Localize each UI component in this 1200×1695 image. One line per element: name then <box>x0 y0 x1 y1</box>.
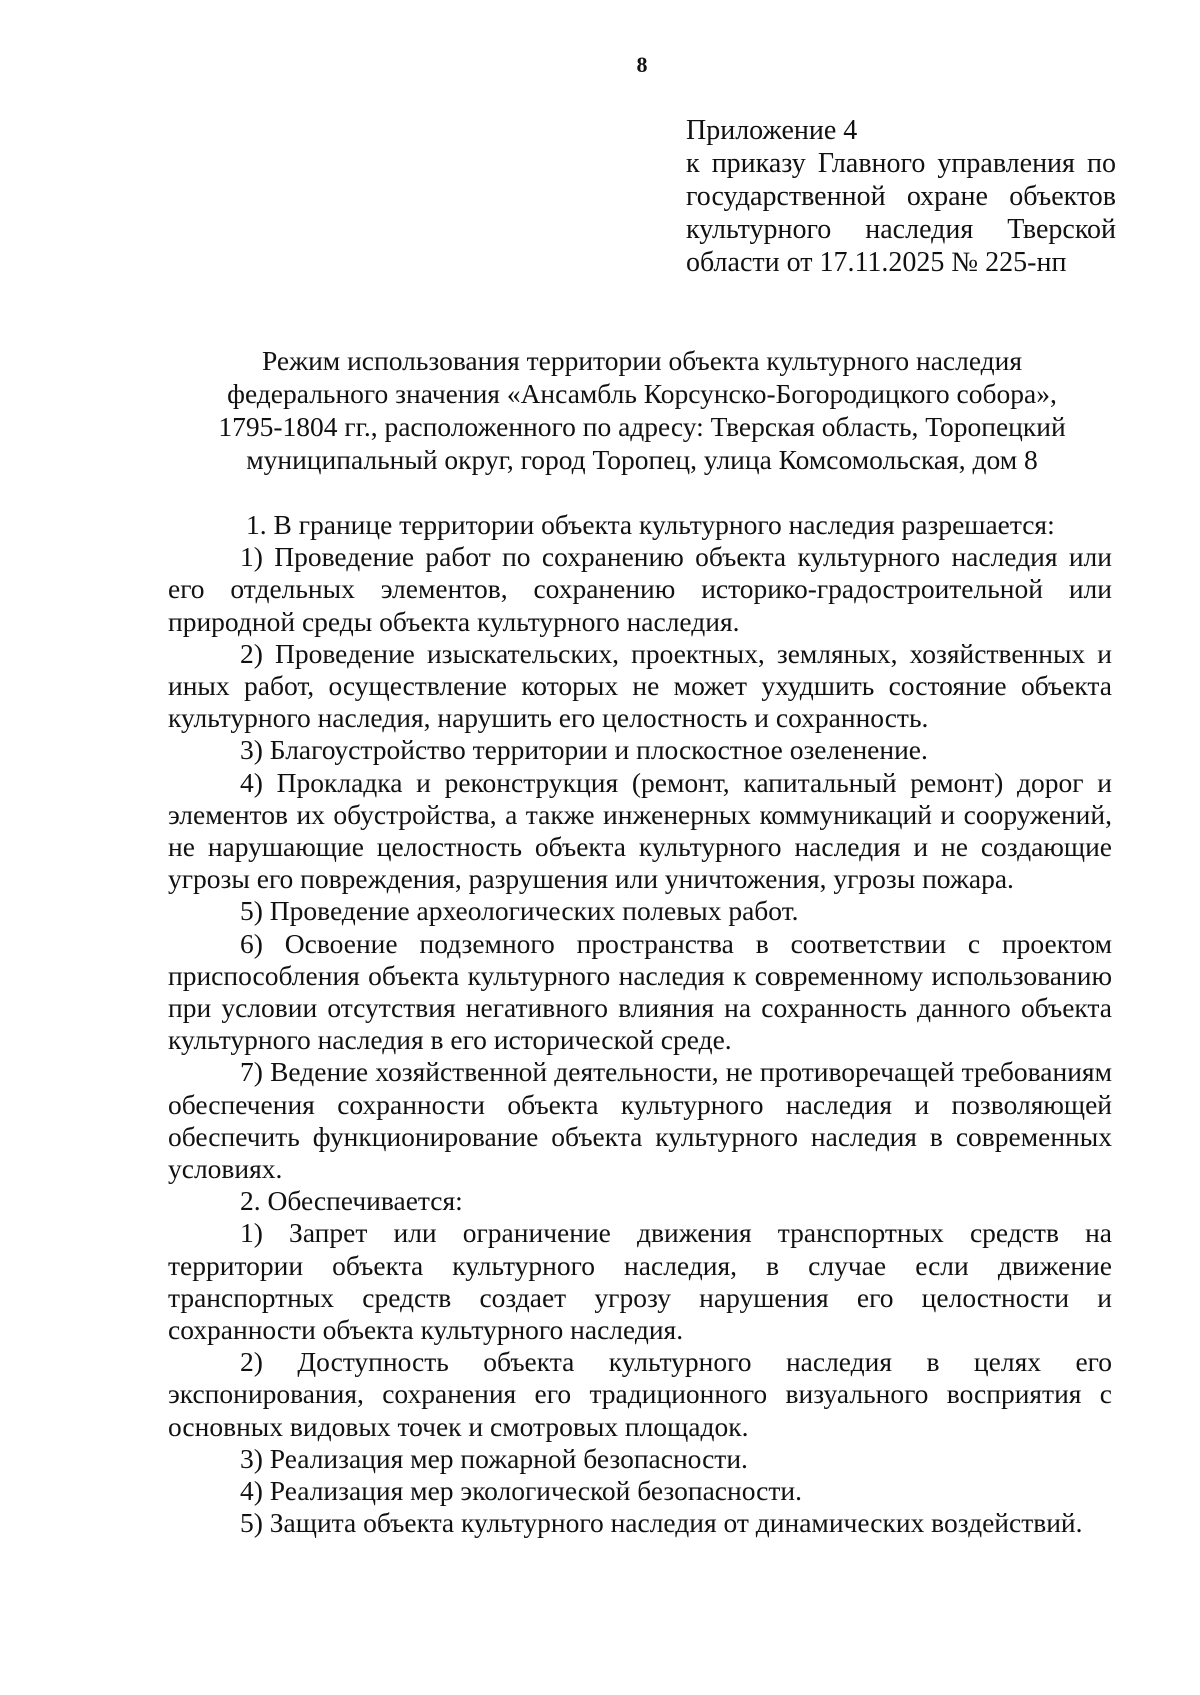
title-line: 1795-1804 гг., расположенного по адресу: Тверская область, Торопецкий <box>218 411 1066 442</box>
title-line: муниципальный округ, город Торопец, улица Комсомольская, дом 8 <box>246 444 1038 475</box>
section-1-item: 1) Проведение работ по сохранению объекта культурного наследия или его отдельных элементов, сохранению историко-градостроительной или природной среды объекта культурного наследия. <box>168 541 1112 637</box>
section-2-item: 4) Реализация мер экологической безопасности. <box>240 1475 802 1507</box>
section-1-item: 7) Ведение хозяйственной деятельности, не противоречащей требованиям обеспечения сохранности объекта культурного наследия и позволяющей обеспечить функционирование объекта культурного наследия в современных условиях. <box>168 1056 1112 1185</box>
section-1-item: 5) Проведение археологических полевых работ. <box>240 895 799 927</box>
appendix-block <box>686 114 1116 279</box>
section-2-item: 1) Запрет или ограничение движения транспортных средств на территории объекта культурного наследия, в случае если движение транспортных средств создает угрозу нарушения его целостности и сохранности объекта культурного наследия. <box>168 1217 1112 1346</box>
document-title <box>172 344 1112 476</box>
appendix-reference: к приказу Главного управления по государственной охране объектов культурного наследия Тверской области от 17.11.2025 № 225-нп <box>686 148 1116 278</box>
section-1-item: 6) Освоение подземного пространства в соответствии с проектом приспособления объекта культурного наследия к современному использованию при условии отсутствия негативного влияния на сохранность данного объекта культурного наследия в его исторической среде. <box>168 927 1112 1056</box>
section-2-heading: 2. Обеспечивается: <box>240 1185 463 1217</box>
section-1-heading: 1. В границе территории объекта культурного наследия разрешается: <box>246 509 1055 540</box>
section-2-item: 2) Доступность объекта культурного наследия в целях его экспонирования, сохранения его традиционного визуального восприятия с основных видовых точек и смотровых площадок. <box>168 1346 1112 1442</box>
section-2-item: 3) Реализация мер пожарной безопасности. <box>240 1442 748 1474</box>
section-1-item: 4) Прокладка и реконструкция (ремонт, капитальный ремонт) дорог и элементов их обустройства, а также инженерных коммуникаций и сооружений, не нарушающие целостность объекта культурного наследия и не создающие угрозы его повреждения, разрушения или уничтожения, угрозы пожара. <box>168 766 1112 895</box>
title-line: Режим использования территории объекта культурного наследия <box>261 345 1023 376</box>
section-2-item: 5) Защита объекта культурного наследия от динамических воздействий. <box>240 1507 1083 1539</box>
page-number: 8 <box>636 52 648 77</box>
section-1-item: 3) Благоустройство территории и плоскостное озеленение. <box>240 734 928 766</box>
document-body <box>168 509 1112 1540</box>
section-1-item: 2) Проведение изыскательских, проектных, земляных, хозяйственных и иных работ, осуществление которых не может ухудшить состояние объекта культурного наследия, нарушить его целостность и сохранность. <box>168 637 1112 734</box>
appendix-title: Приложение 4 <box>686 115 858 146</box>
title-line: федерального значения «Ансамбль Корсунско-Богородицкого собора», <box>227 378 1057 409</box>
